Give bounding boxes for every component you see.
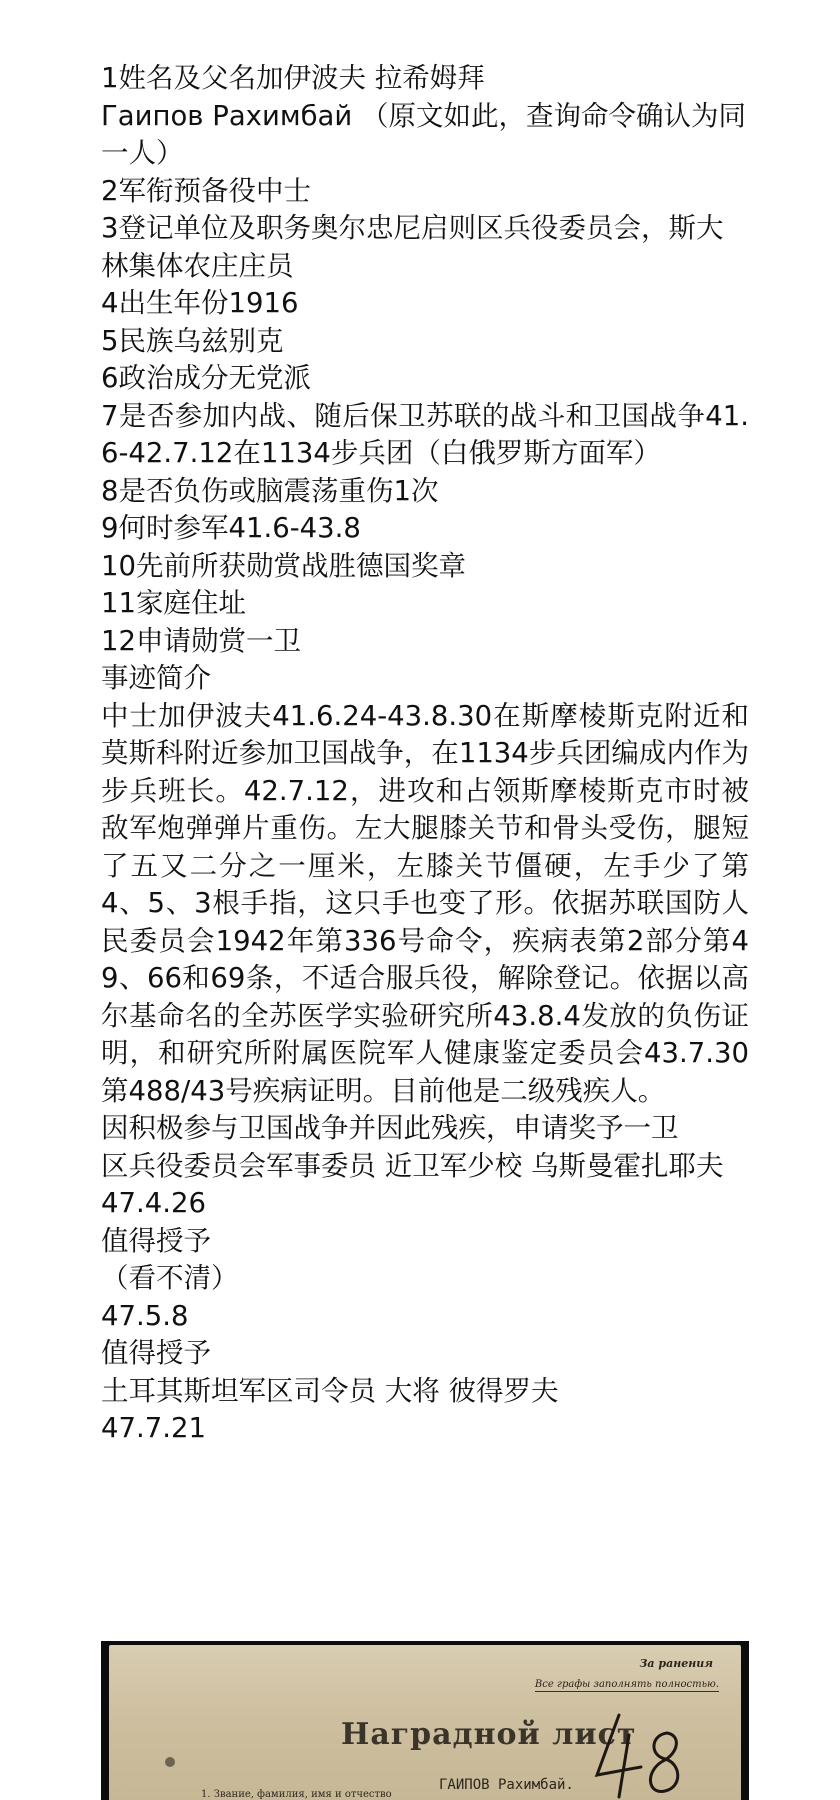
scan-instruction-note: Все графы заполнять полностью. bbox=[534, 1679, 719, 1690]
handwritten-number-mark bbox=[589, 1705, 699, 1800]
text-line-commissar: 区兵役委员会军事委员 近卫军少校 乌斯曼霍扎耶夫 bbox=[101, 1149, 724, 1182]
scan-corner-note: За ранения bbox=[639, 1657, 713, 1670]
punch-hole bbox=[165, 1757, 175, 1767]
text-line-war-service: 7是否参加内战、随后保卫苏联的战斗和卫国战争41.6-42.7.12在1134步兵团（白俄罗斯方面军） bbox=[101, 399, 749, 469]
text-line-recommendation: 因积极参与卫国战争并因此残疾，申请奖予一卫 bbox=[101, 1112, 679, 1144]
text-line-name-zh: 1姓名及父名加伊波夫 拉希姆拜 bbox=[101, 62, 485, 94]
text-line-enlisted: 9何时参军41.6-43.8 bbox=[101, 512, 361, 544]
text-line-date-2: 47.5.8 bbox=[101, 1299, 189, 1332]
scan-title: Наградной лист bbox=[341, 1717, 637, 1752]
text-line-address: 11家庭住址 bbox=[101, 587, 246, 619]
text-line-wounds: 8是否负伤或脑震荡重伤1次 bbox=[101, 474, 439, 507]
text-line-date-3: 47.7.21 bbox=[101, 1412, 206, 1444]
scan-paper bbox=[109, 1645, 741, 1800]
text-line-approval-2: 值得授予 bbox=[101, 1337, 211, 1369]
text-line-birth-year: 4出生年份1916 bbox=[101, 287, 299, 319]
text-line-name-ru: Гаипов Рахимбай （原文如此，查询命令确认为同一人） bbox=[101, 99, 746, 169]
text-line-unit: 3登记单位及职务奥尔忠尼启则区兵役委员会，斯大林集体农庄庄员 bbox=[101, 212, 724, 282]
text-line-summary-heading: 事迹简介 bbox=[101, 662, 211, 694]
text-line-date-1: 47.4.26 bbox=[101, 1187, 206, 1219]
text-line-rank: 2军衔预备役中士 bbox=[101, 174, 311, 207]
scanned-award-sheet bbox=[101, 1641, 749, 1800]
text-line-party: 6政治成分无党派 bbox=[101, 362, 311, 394]
scan-handwritten-name: ГАИПОВ Рахимбай. bbox=[439, 1777, 574, 1793]
text-line-award-requested: 12申请勋赏一卫 bbox=[101, 624, 301, 657]
scan-field-label: 1. Звание, фамилия, имя и отчество bbox=[201, 1789, 392, 1800]
text-line-prior-awards: 10先前所获勋赏战胜德国奖章 bbox=[101, 549, 466, 582]
text-line-illegible: （看不清） bbox=[101, 1262, 239, 1294]
text-line-nationality: 5民族乌兹别克 bbox=[101, 324, 284, 357]
document-text bbox=[101, 60, 749, 1448]
text-line-commander: 土耳其斯坦军区司令员 大将 彼得罗夫 bbox=[101, 1374, 559, 1407]
text-line-approval-1: 值得授予 bbox=[101, 1224, 211, 1257]
text-paragraph-summary: 中士加伊波夫41.6.24-43.8.30在斯摩棱斯克附近和莫斯科附近参加卫国战争，在1134步兵团编成内作为步兵班长。42.7.12，进攻和占领斯摩棱斯克市时被敌军炮弹弹片重伤。左大腿膝关节和骨头受伤，腿短了五又二分之一厘米，左膝关节僵硬，左手少了第4、5、3根手指，这只手也变了形。依据苏联国防人民委员会1942年第336号命令，疾病表第2部分第49、66和69条，不适合服兵役，解除登记。依据以高尔基命名的全苏医学实验研究所43.8.4发放的负伤证明，和研究所附属医院军人健康鉴定委员会43.7.30第488/43号疾病证明。目前他是二级残疾人。 bbox=[101, 699, 749, 1107]
